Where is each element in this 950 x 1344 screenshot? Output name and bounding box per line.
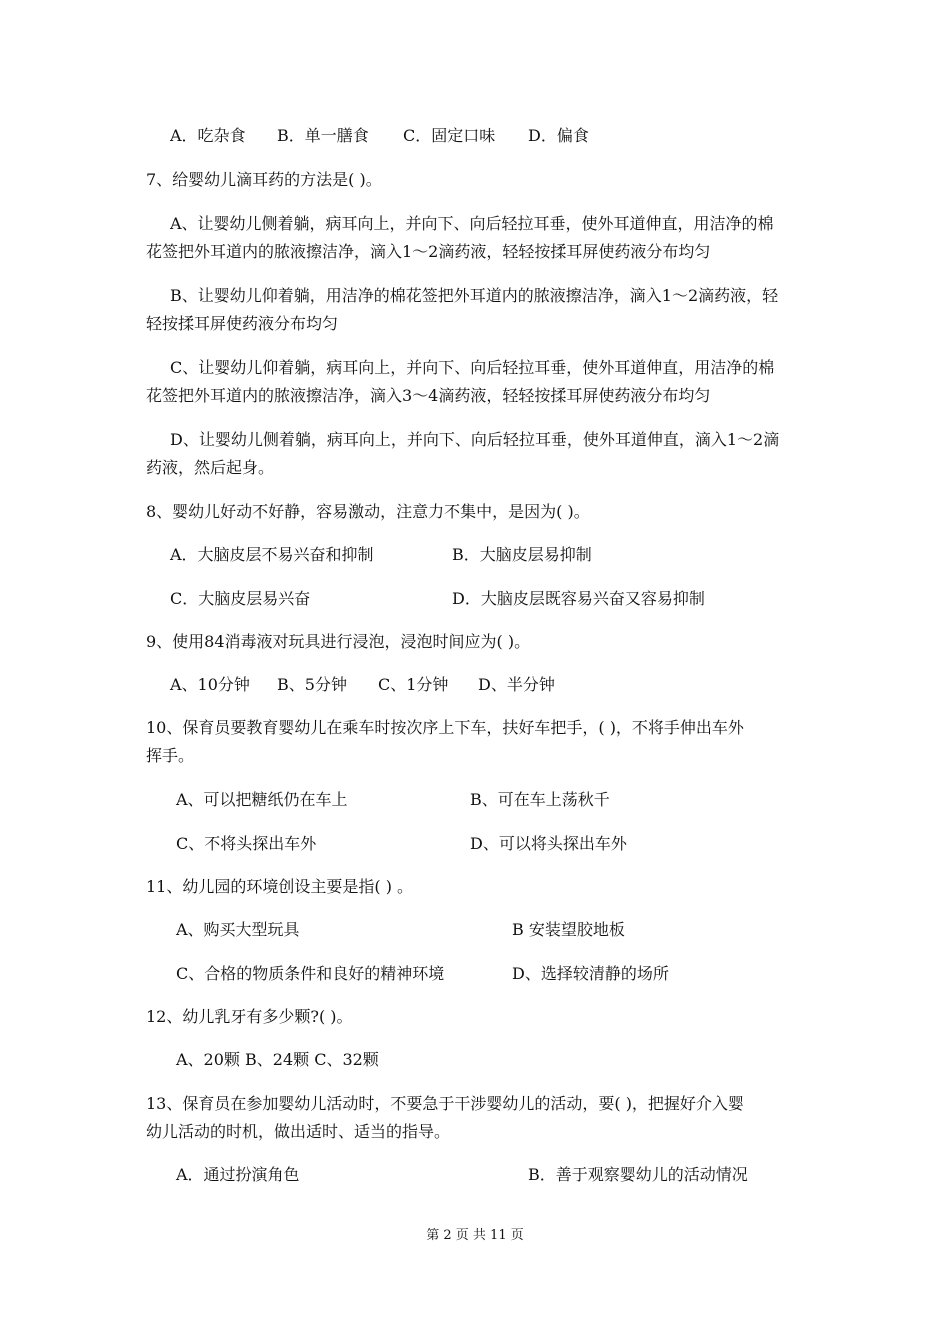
q10-option-d: D、可以将头探出车外 bbox=[470, 834, 627, 853]
q7-option-a-line1: A、让婴幼儿侧着躺，病耳向上，并向下、向后轻拉耳垂，使外耳道伸直，用洁净的棉 bbox=[170, 214, 774, 233]
q10-stem-line1: 10、保育员要教育婴幼儿在乘车时按次序上下车，扶好车把手，( )，不将手伸出车外 bbox=[146, 718, 744, 737]
q10-stem-line2: 挥手。 bbox=[146, 746, 195, 765]
q7-option-c-line1: C、让婴幼儿仰着躺，病耳向上，并向下、向后轻拉耳垂，使外耳道伸直，用洁净的棉 bbox=[170, 358, 775, 377]
q6-option-b: B．单一膳食 bbox=[277, 126, 369, 145]
q12-options: A、20颗 B、24颗 C、32颗 bbox=[176, 1050, 379, 1069]
q13-option-a: A．通过扮演角色 bbox=[176, 1165, 300, 1184]
q13-stem-line2: 幼儿活动的时机，做出适时、适当的指导。 bbox=[146, 1122, 451, 1141]
q10-option-a: A、可以把糖纸仍在车上 bbox=[176, 790, 348, 809]
q8-option-c: C．大脑皮层易兴奋 bbox=[170, 589, 311, 608]
q8-stem: 8、婴幼儿好动不好静，容易激动，注意力不集中，是因为( )。 bbox=[146, 502, 590, 521]
q10-option-b: B、可在车上荡秋千 bbox=[470, 790, 610, 809]
q6-option-d: D．偏食 bbox=[528, 126, 589, 145]
q8-option-b: B．大脑皮层易抑制 bbox=[452, 545, 592, 564]
q11-option-d: D、选择较清静的场所 bbox=[512, 964, 669, 983]
q13-option-b: B．善于观察婴幼儿的活动情况 bbox=[528, 1165, 748, 1184]
q7-option-a-line2: 花签把外耳道内的脓液擦洁净，滴入1～2滴药液，轻轻按揉耳屏使药液分布均匀 bbox=[146, 242, 711, 261]
q7-option-b-line1: B、让婴幼儿仰着躺，用洁净的棉花签把外耳道内的脓液擦洁净，滴入1～2滴药液，轻 bbox=[170, 286, 779, 305]
q12-stem: 12、幼儿乳牙有多少颗?( )。 bbox=[146, 1007, 353, 1026]
q7-option-d-line1: D、让婴幼儿侧着躺，病耳向上，并向下、向后轻拉耳垂，使外耳道伸直，滴入1～2滴 bbox=[170, 430, 780, 449]
q13-stem-line1: 13、保育员在参加婴幼儿活动时，不要急于干涉婴幼儿的活动，要( )，把握好介入婴 bbox=[146, 1094, 744, 1113]
page-footer: 第 2 页 共 11 页 bbox=[426, 1228, 524, 1243]
q8-option-d: D．大脑皮层既容易兴奋又容易抑制 bbox=[452, 589, 705, 608]
q10-option-c: C、不将头探出车外 bbox=[176, 834, 317, 853]
q7-stem: 7、给婴幼儿滴耳药的方法是( )。 bbox=[146, 170, 382, 189]
q8-option-a: A．大脑皮层不易兴奋和抑制 bbox=[170, 545, 374, 564]
q6-option-c: C．固定口味 bbox=[403, 126, 496, 145]
q9-option-a: A、10分钟 bbox=[170, 675, 250, 694]
q7-option-d-line2: 药液，然后起身。 bbox=[146, 458, 275, 477]
q11-stem: 11、幼儿园的环境创设主要是指( ) 。 bbox=[146, 877, 414, 896]
q9-option-d: D、半分钟 bbox=[478, 675, 555, 694]
q9-stem: 9、使用84消毒液对玩具进行浸泡，浸泡时间应为( )。 bbox=[146, 632, 531, 651]
q11-option-b: B 安装望胶地板 bbox=[512, 920, 625, 939]
q7-option-b-line2: 轻按揉耳屏使药液分布均匀 bbox=[146, 314, 339, 333]
q11-option-a: A、购买大型玩具 bbox=[176, 920, 300, 939]
q6-option-a: A．吃杂食 bbox=[170, 126, 246, 145]
q7-option-c-line2: 花签把外耳道内的脓液擦洁净，滴入3～4滴药液，轻轻按揉耳屏使药液分布均匀 bbox=[146, 386, 711, 405]
q9-option-b: B、5分钟 bbox=[277, 675, 347, 694]
q11-option-c: C、合格的物质条件和良好的精神环境 bbox=[176, 964, 445, 983]
q9-option-c: C、1分钟 bbox=[378, 675, 449, 694]
